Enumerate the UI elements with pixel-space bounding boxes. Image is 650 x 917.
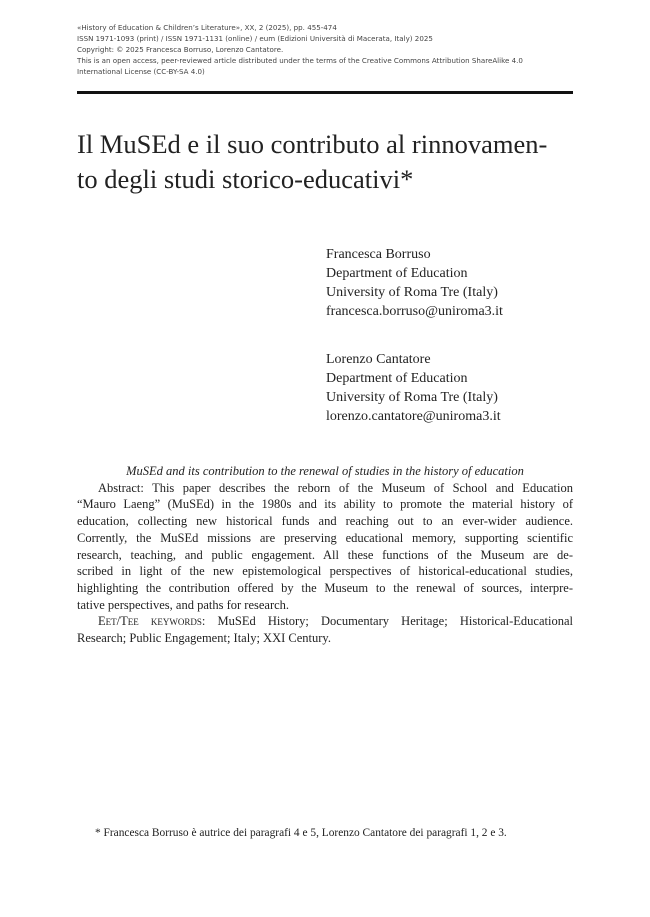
keywords-paragraph — [77, 613, 573, 646]
author-name: Francesca Borruso — [326, 247, 431, 262]
author-email: lorenzo.cantatore@uniroma3.it — [326, 409, 501, 424]
footnote: * Francesca Borruso è autrice dei paragrafi 4 e 5, Lorenzo Cantatore dei paragrafi 1, 2 e 3. — [95, 827, 507, 839]
abstract-line: “Mauro Laeng” (MuSEd) in the 1980s and its ability to promote the material history of — [77, 497, 573, 512]
abstract-line: Corrently, the MuSEd missions are preserving educational memory, supporting scientific — [77, 530, 573, 545]
abstract-paragraph — [77, 480, 573, 614]
article-title — [77, 127, 587, 197]
author-department: Department of Education — [326, 371, 468, 386]
author-block-1 — [326, 245, 586, 321]
author-university: University of Roma Tre (Italy) — [326, 390, 498, 405]
title-line-1: Il MuSEd e il suo contributo al rinnovamen- — [77, 129, 548, 159]
english-title: MuSEd and its contribution to the renewal of studies in the history of education — [126, 464, 524, 478]
keywords-label: Eet/Tee keywords: — [98, 614, 206, 629]
abstract-line: tative perspectives, and paths for research. — [77, 597, 290, 612]
author-department: Department of Education — [326, 266, 468, 281]
abstract-label: Abstract: — [98, 480, 144, 495]
title-line-2: to degli studi storico-educativi* — [77, 164, 414, 194]
header-copyright: Copyright: © 2025 Francesca Borruso, Lorenzo Cantatore. — [77, 45, 284, 54]
abstract-line: education, collecting new historical funds and reaching out to an ever-wider audience. — [77, 514, 573, 529]
abstract-line: highlighting the contribution offered by the Museum to the renewal of sources, interpre- — [77, 580, 573, 595]
header-issn: ISSN 1971-1093 (print) / ISSN 1971-1131 (online) / eum (Edizioni Università di Macerata, Italy) 2025 — [77, 34, 433, 43]
header-license-line2: International License (CC-BY-SA 4.0) — [77, 67, 205, 76]
journal-header — [77, 22, 577, 77]
header-citation: «History of Education & Children’s Literature», XX, 2 (2025), pp. 455-474 — [77, 23, 337, 32]
keywords-line: Eet/Tee keywords: MuSEd History; Documentary Heritage; Historical-Educational — [98, 614, 573, 629]
keywords-line: Research; Public Engagement; Italy; XXI Century. — [77, 631, 331, 646]
header-license-line1: This is an open access, peer-reviewed article distributed under the terms of the Creative Commons Attribution ShareAlike 4.0 — [77, 56, 523, 65]
author-block-2 — [326, 350, 586, 426]
abstract-line: Abstract: This paper describes the reborn of the Museum of School and Education — [98, 480, 573, 495]
header-rule — [77, 91, 573, 94]
author-email: francesca.borruso@uniroma3.it — [326, 304, 503, 319]
author-university: University of Roma Tre (Italy) — [326, 285, 498, 300]
abstract-line: scribed in light of the new epistemological perspectives of historical-educational studies, — [77, 564, 573, 579]
abstract-section — [77, 463, 573, 647]
author-name: Lorenzo Cantatore — [326, 352, 431, 367]
abstract-line: research, teaching, and public engagement. All these functions of the Museum are de- — [77, 547, 573, 562]
